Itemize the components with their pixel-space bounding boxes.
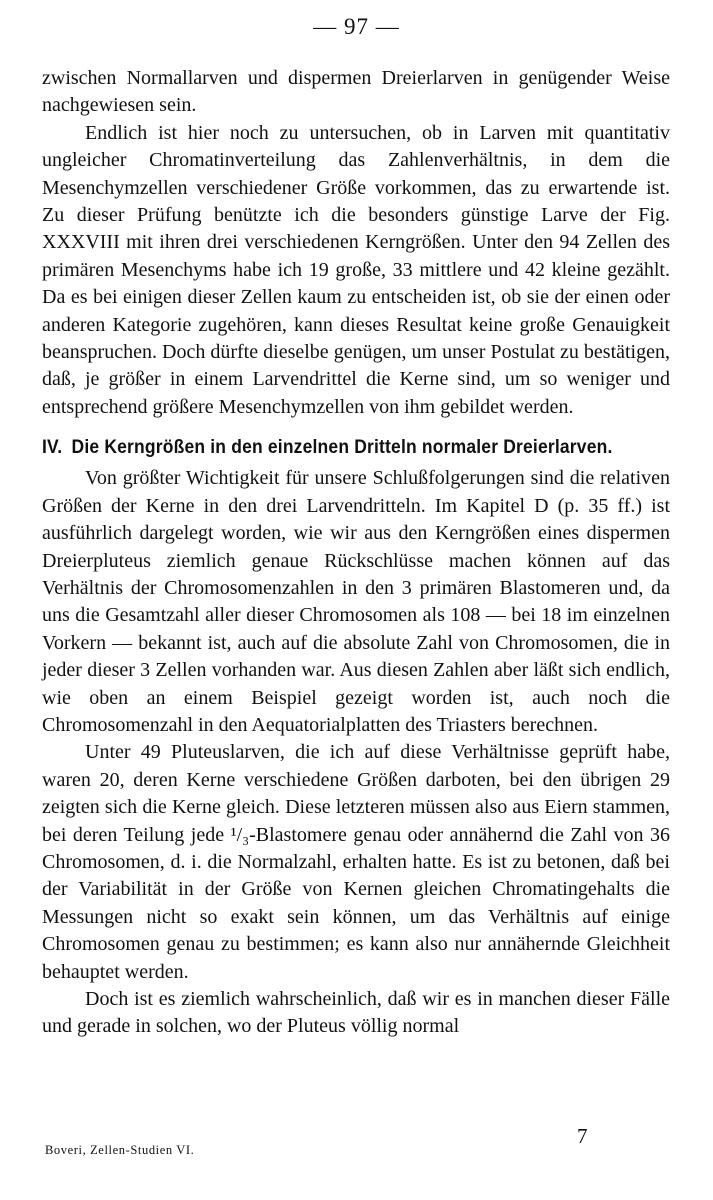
sheet-number: 7 [577, 1124, 588, 1148]
page-number-header: — 97 — [313, 14, 400, 39]
paragraph: zwischen Normallarven und dispermen Dreierlarven in genügender Weise nachgewiesen sein. [42, 67, 670, 117]
body-text [42, 65, 670, 1041]
section-heading [42, 435, 620, 461]
paragraph: Unter 49 Pluteuslarven, die ich auf diese Verhältnisse geprüft habe, waren 20, deren Kerne verschiedene Größen darboten, bei den übrigen 29 zeigten sich die Kerne gleich. Diese letzteren müssen also aus Eiern stammen, bei deren Teilung jede ¹/₃-Blastomere genau oder annähernd die Zahl von 36 Chromosomen, d. i. die Normalzahl, erhalten hatte. Es ist zu betonen, daß bei der Variabilität in der Größe von Kernen gleichen Chromatingehalts die Messungen nicht so exakt sein können, um das Verhältnis auf einige Chromosomen genau zu bestimmen; es kann also nur annähernde Gleichheit behauptet werden. [42, 741, 670, 983]
section-number: IV. [42, 437, 63, 459]
section-title: Die Kerngrößen in den einzelnen Dritteln normaler Dreierlarven. [71, 437, 613, 459]
paragraph: Endlich ist hier noch zu untersuchen, ob in Larven mit quantitativ ungleicher Chromatinverteilung das Zahlenverhältnis, in dem die Mesenchymzellen verschiedener Größe vorkommen, das zu erwartende ist. Zu dieser Prüfung benützte ich die besonders günstige Larve der Fig. XXXVIII mit ihren drei verschiedenen Kerngrößen. Unter den 94 Zellen des primären Mesenchyms habe ich 19 große, 33 mittlere und 42 kleine gezählt. Da es bei einigen dieser Zellen kaum zu entscheiden ist, ob sie der einen oder anderen Kategorie zugehören, kann dieses Resultat keine große Genauigkeit beanspruchen. Doch dürfte dieselbe genügen, um unser Postulat zu bestätigen, daß, je größer in einem Larvendrittel die Kerne sind, um so weniger und entsprechend größere Mesenchymzellen von ihm gebildet werden. [42, 121, 670, 418]
paragraph: Doch ist es ziemlich wahrscheinlich, daß wir es in manchen dieser Fälle und gerade in solchen, wo der Pluteus völlig normal [42, 988, 670, 1038]
paragraph: Von größter Wichtigkeit für unsere Schlußfolgerungen sind die relativen Größen der Kerne in den drei Larvendritteln. Im Kapitel D (p. 35 ff.) ist ausführlich dargelegt worden, wie wir aus den Kerngrößen eines dispermen Dreierpluteus ziemlich genaue Rückschlüsse machen können auf das Verhältnis der Chromosomenzahlen in den 3 primären Blastomeren und, da uns die Gesamtzahl aller dieser Chromosomen als 108 — bei 18 im einzelnen Vorkern — bekannt ist, auch auf die absolute Zahl von Chromosomen, die in jeder dieser 3 Zellen vorhanden war. Aus diesen Zahlen aber läßt sich endlich, wie oben an einem Beispiel gezeigt worden ist, auch noch die Chromosomenzahl in den Aequatorialplatten des Triasters berechnen. [42, 467, 670, 736]
footer-signature: Boveri, Zellen-Studien VI. [45, 1143, 195, 1157]
